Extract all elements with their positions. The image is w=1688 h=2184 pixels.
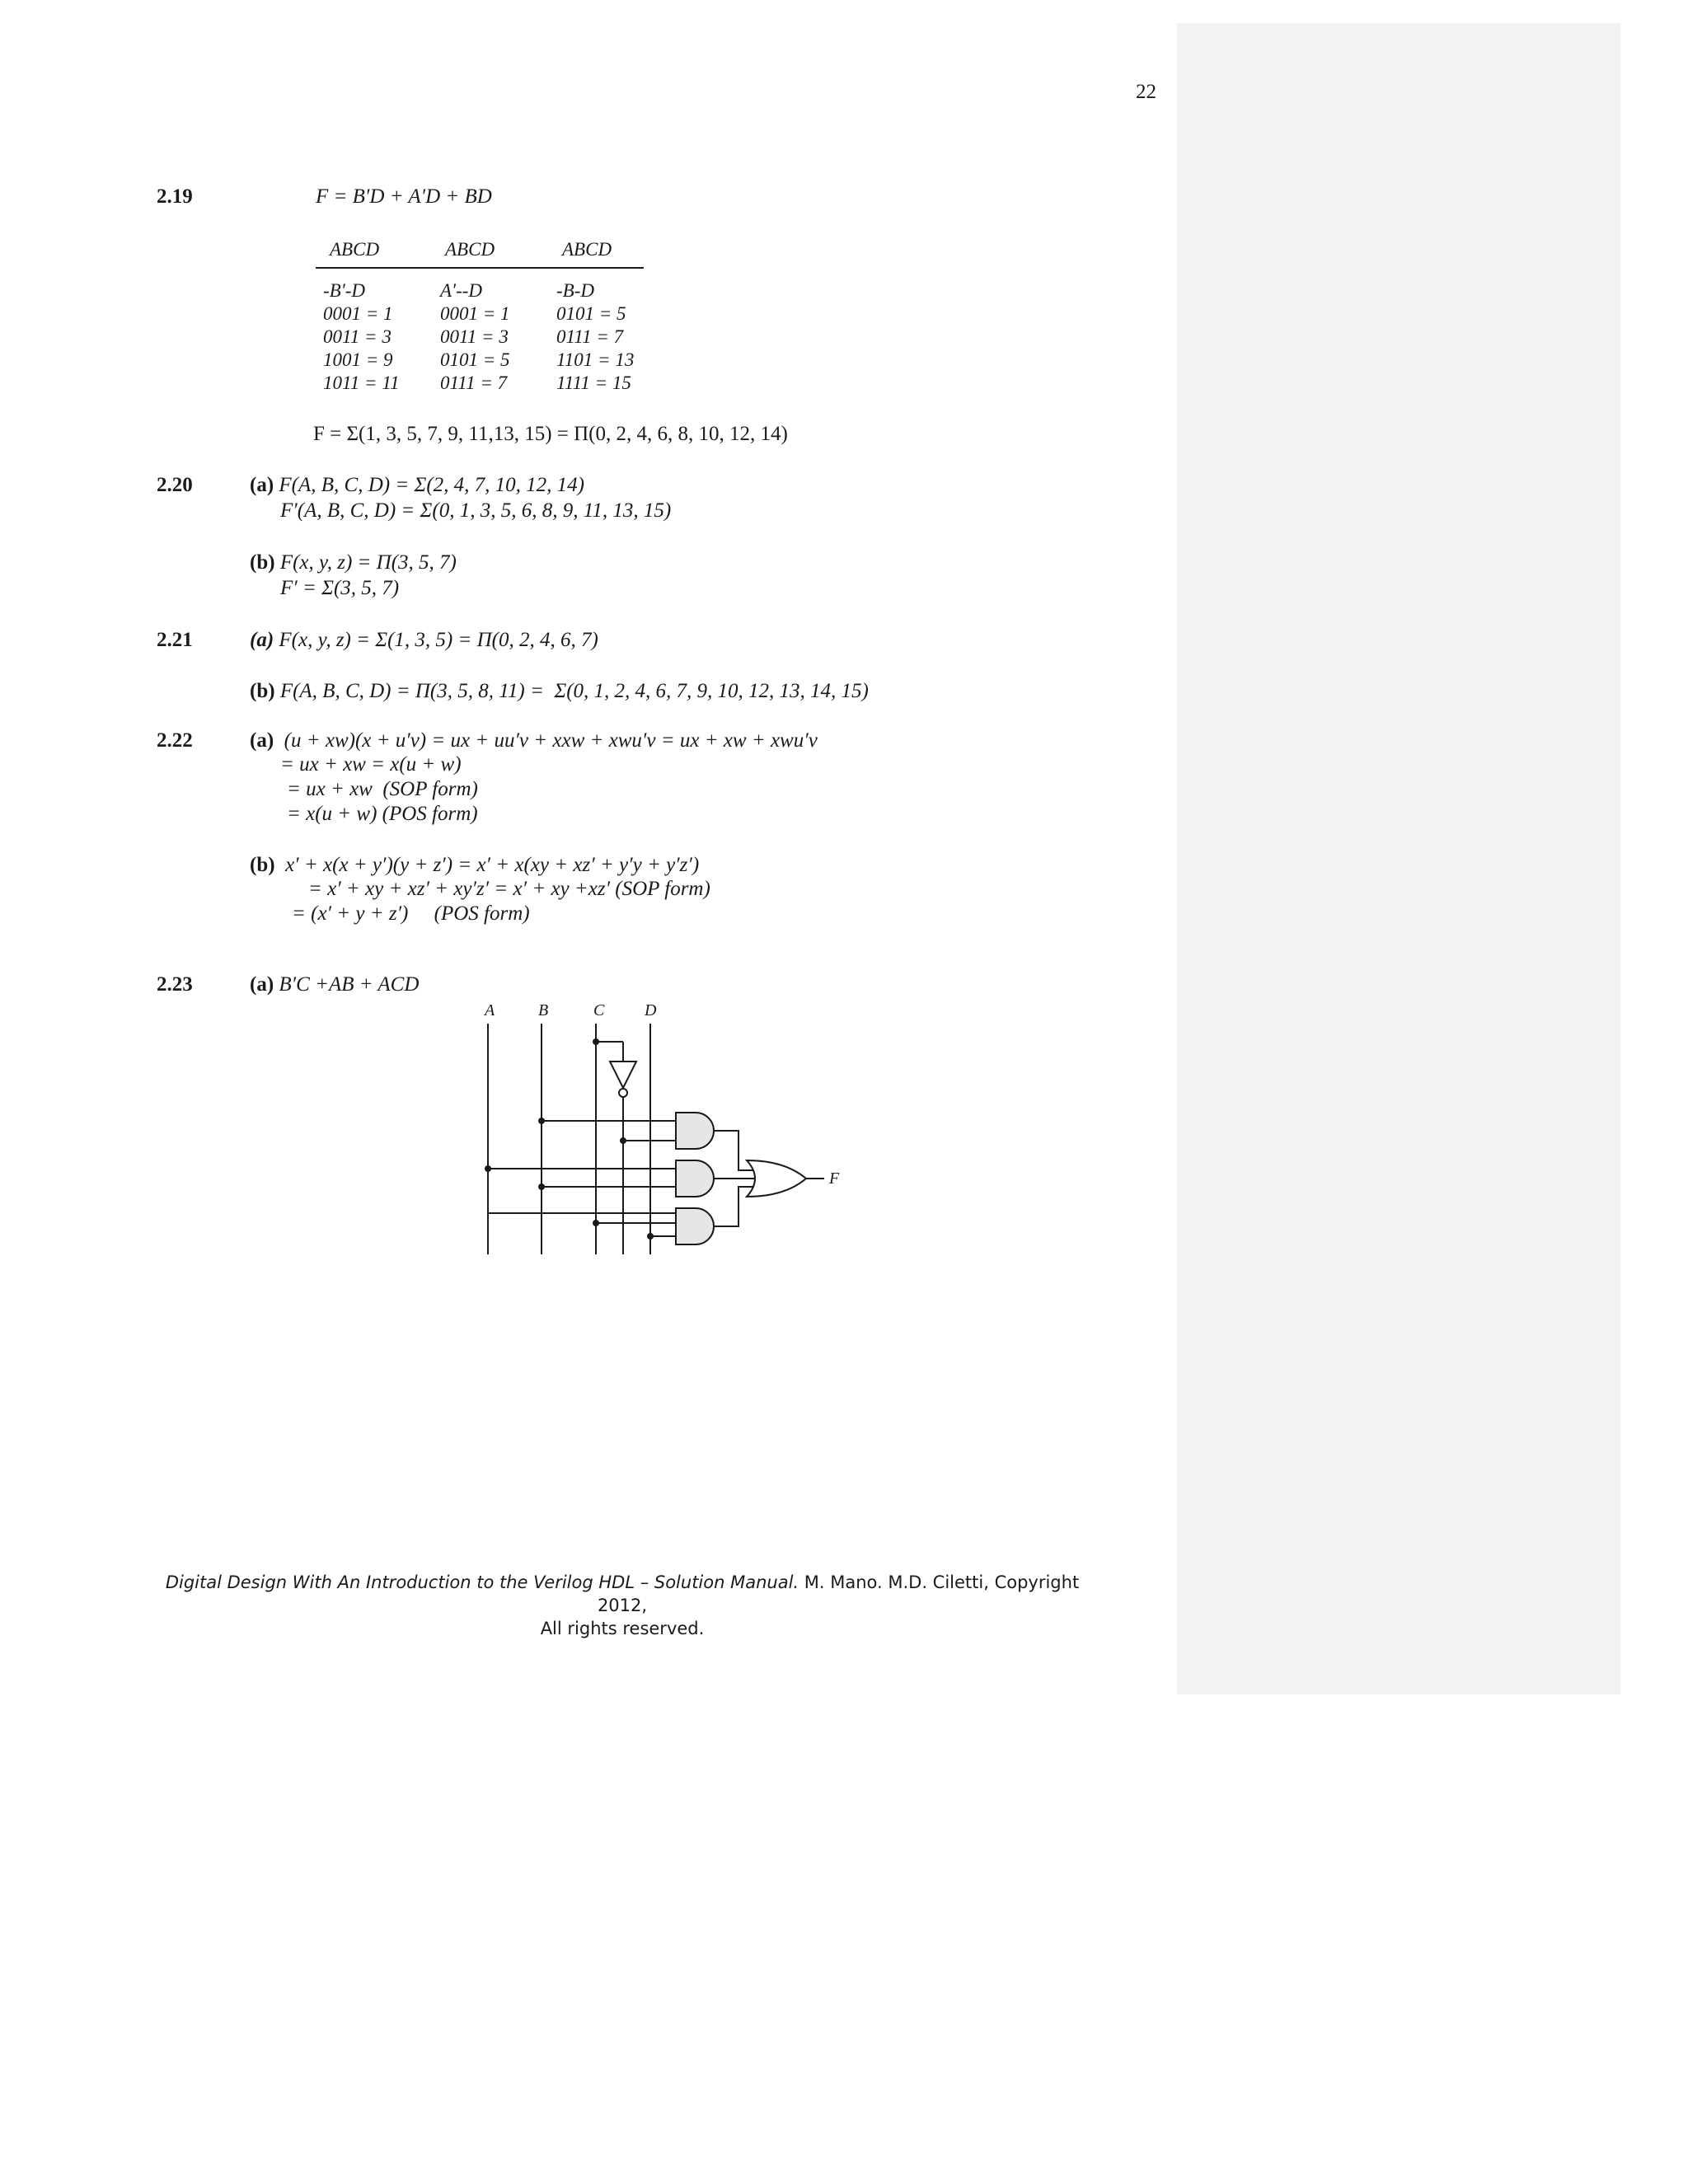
- input-label-b: B: [538, 1001, 549, 1019]
- footer-copyright: M. Mano. M.D. Ciletti, Copyright 2012,: [597, 1572, 1080, 1615]
- expr-2-22b-3: = (x′ + y + z′) (POS form): [292, 902, 530, 925]
- expr-2-21a: F(x, y, z) = Σ(1, 3, 5) = Π(0, 2, 4, 6, 7): [274, 629, 598, 651]
- table-cell: 0011 = 3: [323, 326, 392, 347]
- expr-2-22b-1: x′ + x(x + y′)(y + z′) = x′ + x(xy + xz′ + y′y + y′z′): [274, 854, 700, 876]
- footer-title: Digital Design With An Introduction to the Verilog HDL – Solution Manual.: [165, 1572, 799, 1592]
- table-cell: 0001 = 1: [440, 303, 510, 324]
- expr-2-22a-1: (u + xw)(x + u′v) = ux + uu′v + xxw + xwu′v = ux + xw + xwu′v: [274, 729, 818, 752]
- table-cell: 1011 = 11: [323, 373, 400, 393]
- expr-2-22a-4: = x(u + w) (POS form): [287, 803, 478, 825]
- problem-label-2-22: 2.22: [157, 729, 193, 752]
- table-term: A′--D: [440, 280, 483, 301]
- expr-2-20a-1: F(A, B, C, D) = Σ(2, 4, 7, 10, 12, 14): [274, 474, 584, 496]
- footer: [157, 1571, 1088, 1640]
- logic-circuit-diagram: [462, 997, 857, 1261]
- inverter-gate: [610, 1062, 636, 1088]
- table-cell: 0111 = 7: [556, 326, 624, 347]
- part-tag: (a): [250, 629, 274, 651]
- or-gate: [747, 1160, 806, 1197]
- footer-rights: All rights reserved.: [540, 1619, 705, 1638]
- problem-label-2-19: 2.19: [157, 185, 193, 208]
- table-rule: [316, 267, 644, 269]
- table-cell: 1111 = 15: [556, 373, 631, 393]
- table-cell: 0111 = 7: [440, 373, 508, 393]
- part-tag: (b): [250, 680, 275, 702]
- result-2-19: F = Σ(1, 3, 5, 7, 9, 11,13, 15) = Π(0, 2, 4, 6, 8, 10, 12, 14): [313, 423, 788, 445]
- part-tag: (a): [250, 729, 274, 752]
- part-tag: (a): [250, 474, 274, 496]
- part-tag: (b): [250, 854, 275, 876]
- table-header: ABCD: [330, 239, 380, 260]
- page-number: 22: [1136, 81, 1156, 103]
- problem-label-2-23: 2.23: [157, 973, 193, 996]
- input-label-c: C: [593, 1001, 605, 1019]
- inverter-bubble: [619, 1089, 627, 1097]
- side-panel: [1177, 23, 1620, 1694]
- table-cell: 0001 = 1: [323, 303, 393, 324]
- table-cell: 0101 = 5: [440, 349, 510, 370]
- output-label-f: F: [829, 1169, 840, 1188]
- input-label-d: D: [645, 1001, 657, 1019]
- table-term: -B-D: [556, 280, 594, 301]
- table-term: -B′-D: [323, 280, 366, 301]
- and-gate-3: [676, 1208, 714, 1244]
- expr-2-21b: F(A, B, C, D) = Π(3, 5, 8, 11) = Σ(0, 1, 2, 4, 6, 7, 9, 10, 12, 13, 14, 15): [274, 680, 869, 702]
- input-label-a: A: [485, 1001, 495, 1019]
- table-cell: 1001 = 9: [323, 349, 393, 370]
- expr-2-20b-2: F′ = Σ(3, 5, 7): [280, 577, 400, 599]
- expr-2-22b-2: = x′ + xy + xz′ + xy′z′ = x′ + xy +xz′ (SOP form): [308, 878, 710, 900]
- expr-2-19: F = B′D + A′D + BD: [316, 185, 492, 208]
- and-gate-1: [676, 1113, 714, 1149]
- expr-2-22a-2: = ux + xw = x(u + w): [280, 753, 462, 776]
- part-tag: (b): [250, 551, 275, 574]
- table-header: ABCD: [562, 239, 612, 260]
- table-cell: 1101 = 13: [556, 349, 635, 370]
- expr-2-22a-3: = ux + xw (SOP form): [287, 778, 478, 800]
- table-cell: 0011 = 3: [440, 326, 509, 347]
- problem-label-2-21: 2.21: [157, 629, 193, 651]
- and-gate-2: [676, 1160, 714, 1197]
- table-header: ABCD: [445, 239, 495, 260]
- part-tag: (a): [250, 973, 274, 996]
- problem-label-2-20: 2.20: [157, 474, 193, 496]
- expr-2-23a: B′C +AB + ACD: [274, 973, 420, 996]
- expr-2-20b-1: F(x, y, z) = Π(3, 5, 7): [274, 551, 457, 574]
- table-cell: 0101 = 5: [556, 303, 626, 324]
- expr-2-20a-2: F′(A, B, C, D) = Σ(0, 1, 3, 5, 6, 8, 9, 11, 13, 15): [280, 499, 672, 522]
